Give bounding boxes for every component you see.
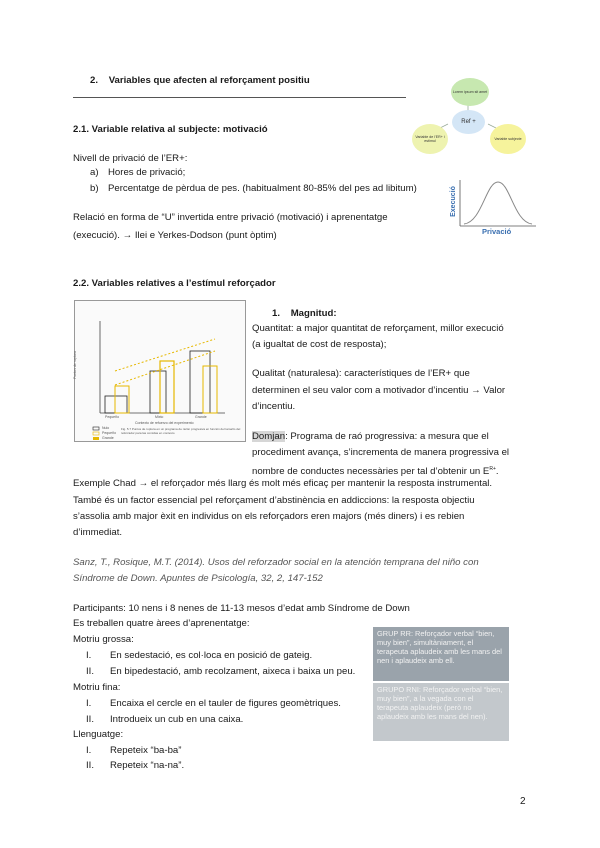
paragraph-line: Exemple Chad → el reforçador més llarg és molt més eficaç per mantenir la resposta instrumental.	[73, 478, 493, 489]
citation-line-2: Síndrome de Down. Apuntes de Psicología, 32, 2, 147-152	[73, 573, 323, 584]
section-2-2-title: 2.2. Variables relatives a l’estímul reforçador	[73, 278, 276, 289]
inverted-u-graph	[446, 176, 540, 238]
figure-tick: Grande	[195, 415, 207, 419]
magnitude-title: Magnitud:	[290, 308, 337, 319]
list-item	[86, 665, 356, 679]
magnitude-figure	[74, 300, 246, 442]
diagram-right-bubble: Variable subjecte	[490, 124, 526, 154]
list-text: En sedestació, es col·loca en posició de gateig.	[110, 650, 313, 661]
figure-xlabel: Contexto de refuerzo del experimento	[135, 421, 194, 425]
paragraph-line: Quantitat: a major quantitat de reforçament, millor execució	[252, 323, 504, 334]
list-item	[90, 166, 186, 180]
list-text: Percentatge de pèrdua de pes. (habitualment 80-85% del pes ad libitum)	[108, 183, 417, 194]
group-title: Motriu fina:	[73, 682, 121, 693]
list-text: Hores de privació;	[108, 167, 186, 178]
paragraph-line: d’incentiu.	[252, 401, 296, 412]
paragraph-line: procediment avança, s’incrementa de manera progressiva el	[252, 447, 510, 458]
diagram-left-bubble: Variable de l'ER+ i estímul	[412, 124, 448, 154]
domjan-highlight: Domjan	[252, 431, 286, 442]
figure-legend: Grande	[102, 436, 114, 440]
citation-line-1: Sanz, T., Rosique, M.T. (2014). Usos del reforzador social en la atención temprana del niño con	[73, 557, 479, 568]
list-item	[86, 649, 313, 663]
group-title: Motriu grossa:	[73, 634, 134, 645]
list-item	[90, 182, 417, 196]
curve-xlabel: Privació	[482, 227, 512, 236]
list-text: Repeteix “ba-ba”	[110, 745, 182, 756]
group-title: Llenguatge:	[73, 729, 124, 740]
list-marker: b)	[90, 183, 99, 194]
list-text: En bipedestació, amb recolzament, aixeca i baixa un peu.	[110, 666, 356, 677]
reinforcement-diagram	[408, 74, 528, 162]
group-rr-box: GRUP RR: Reforçador verbal “bien, muy bien”, simultàniament, el terapeuta aplaudeix amb les mans del nen i aplaudeix amb ell.	[373, 627, 509, 681]
list-item	[86, 713, 244, 727]
list-item	[86, 697, 341, 711]
list-item	[86, 759, 185, 773]
list-marker: I.	[86, 698, 92, 709]
relation-line-1: Relació en forma de “U” invertida entre privació (motivació) i aprenentatge	[73, 212, 388, 223]
paragraph-line: Qualitat (naturalesa): característiques de l’ER+ que	[252, 368, 470, 379]
list-marker: I.	[86, 745, 92, 756]
list-marker: II.	[86, 714, 94, 725]
page-number: 2	[520, 796, 526, 807]
figure-legend: Pequeño	[102, 431, 117, 435]
diagram-center-bubble: Ref +	[452, 110, 485, 134]
list-text: Introdueix un cub en una caixa.	[110, 714, 244, 725]
figure-legend: Nulo	[102, 426, 110, 430]
curve-ylabel: Execució	[449, 186, 457, 217]
list-text: Repeteix “na-na”.	[110, 760, 185, 771]
figure-ylabel: Puntos de ruptura	[72, 351, 77, 379]
relation-line-2: (execució). → Ilei e Yerkes-Dodson (punt òptim)	[73, 230, 277, 241]
list-text: Encaixa el cercle en el tauler de figures geomètriques.	[110, 698, 341, 709]
paragraph-text: nombre de conductes necessàries per tal d’obtenir un E	[252, 466, 490, 478]
list-item	[86, 744, 182, 758]
paragraph-text: .	[495, 466, 499, 478]
paragraph-line: s’assolia amb major èxit en individus on els reforçadors eren majors (més diners) i es rebien	[73, 511, 465, 522]
magnitude-number: 1.	[272, 308, 281, 319]
participants-line: Participants: 10 nens i 8 nenes de 11-13 mesos d’edat amb Síndrome de Down	[73, 603, 410, 614]
list-marker: II.	[86, 760, 94, 771]
superscript: R+	[489, 466, 496, 472]
list-marker: a)	[90, 167, 99, 178]
section-2-1-title: 2.1. Variable relativa al subjecte: motivació	[73, 124, 268, 135]
paragraph-line	[252, 430, 489, 444]
paragraph-line: (a igualtat de cost de resposta);	[252, 339, 387, 350]
paragraph-line: determinen el seu valor com a motivador d’incentiu → Valor	[252, 385, 506, 396]
group-rni-box: GRUPO RNI: Reforçador verbal “bien, muy bien”, a la vegada con el terapeuta aplaudeix (però no aplaudeix amb les mans del nen).	[373, 683, 509, 741]
paragraph-text: : Programa de raó progressiva: a mesura que el	[285, 431, 489, 442]
magnitude-heading	[272, 307, 337, 321]
paragraph-line: També és un factor essencial pel reforçament d’abstinència en addiccions: la resposta objectiu	[73, 495, 475, 506]
section-heading	[90, 74, 310, 88]
diagram-top-bubble: Lorem ipsum sit amet	[451, 78, 489, 106]
list-marker: I.	[86, 650, 92, 661]
privation-lead: Nivell de privació de l’ER+:	[73, 153, 188, 164]
paragraph-line: d’immediat.	[73, 527, 123, 538]
areas-line: Es treballen quatre àrees d’aprenentatge:	[73, 618, 250, 629]
figure-tick: Pequeño	[105, 415, 120, 419]
heading-text: Variables que afecten al reforçament positiu	[108, 75, 310, 86]
heading-number: 2.	[90, 75, 99, 86]
list-marker: II.	[86, 666, 94, 677]
figure-tick: Mixto	[155, 415, 164, 419]
heading-rule	[73, 97, 406, 98]
figure-caption: Fig. 5.7 Puntos de ruptura en un programa de razón progresiva en función del tamaño del reforzador para las comidas en contexto	[121, 427, 241, 435]
